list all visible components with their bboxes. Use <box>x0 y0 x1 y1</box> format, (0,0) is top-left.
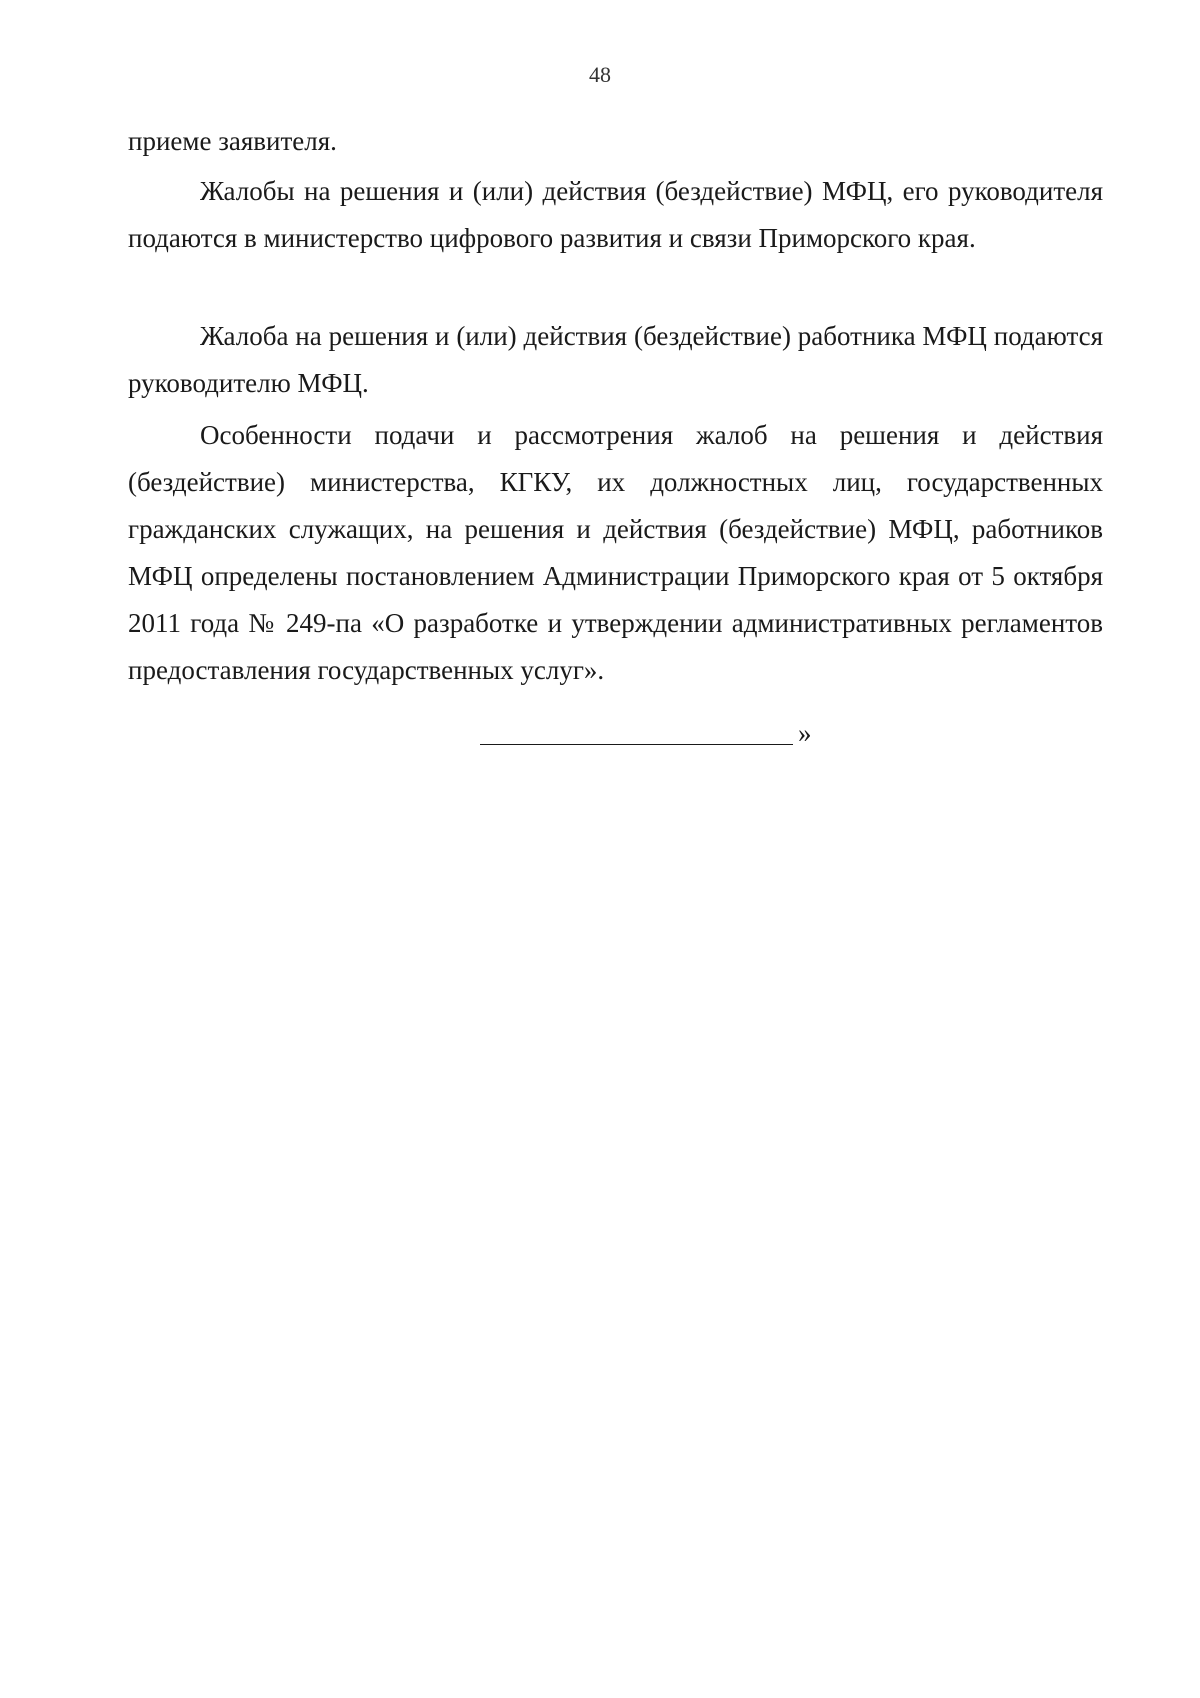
paragraph-complaint-procedures: Особенности подачи и рассмотрения жалоб на решения и действия (бездействие) министерства, КГКУ, их должностных лиц, государственных гражданских служащих, на решения и действия (бездействие) МФЦ, работников МФЦ определены постановлением Администрации Приморского края от 5 октября 2011 года № 249-па «О разработке и утверждении административных регламентов предоставления государственных услуг». <box>128 420 1103 685</box>
closing-separator <box>480 718 820 748</box>
paragraph-complaints-mfc-worker: Жалоба на решения и (или) действия (бездействие) работника МФЦ подаются руководителю МФЦ. <box>128 321 1103 398</box>
page-number: 48 <box>589 62 611 87</box>
closing-quote-mark: » <box>798 718 812 748</box>
separator-line <box>480 744 793 745</box>
paragraph-continuation: приеме заявителя. <box>128 126 337 156</box>
paragraph-complaints-mfc-head: Жалобы на решения и (или) действия (бездействие) МФЦ, его руководителя подаются в министерство цифрового развития и связи Приморского края. <box>128 176 1103 253</box>
